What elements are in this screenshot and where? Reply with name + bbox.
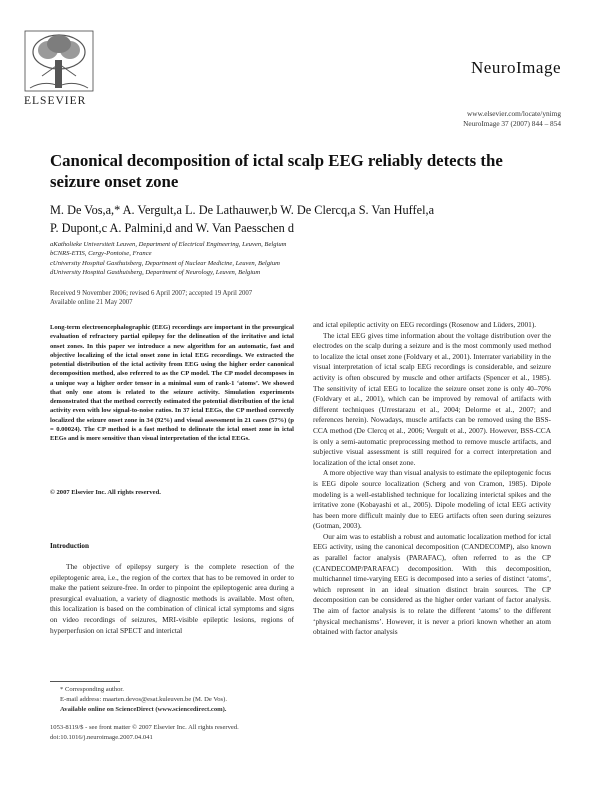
authors-line-2: P. Dupont,c A. Palmini,d and W. Van Paesschen d [50, 220, 294, 235]
sciencedirect-note[interactable]: Available online on ScienceDirect (www.sciencedirect.com). [60, 705, 227, 713]
publisher-name: ELSEVIER [24, 95, 87, 107]
doi-link[interactable]: doi:10.1016/j.neuroimage.2007.04.041 [50, 734, 153, 742]
body-paragraph: The ictal EEG gives time information about the voltage distribution over the electrodes on the scalp during a seizure and is the most commonly used method to localize the ictal onset zone (Foldvary et al., 2001). Interrater variability in the visual interpretation of ictal scalp EEG recordings is considerable, and seizure activity is often obscured by muscle and other artifacts (Spencer et al., 1985). The sensitivity of ictal EEG to localize the seizure onset zone is only 40–70% (Foldvary et al., 2001), which can be improved by removal of artifacts with different techniques (Urrestarazu et al., 2004; Delorme et al., 2007; and references herein). Nowadays, muscle artifacts can be removed using the BSS-CCA method (De Clercq et al., 2006; Vergult et al., 2007). However, BSS-CCA is only a semi-automatic preprocessing method to remove muscle artifacts, and subjective visual assessment is still required for a correct interpretation and localization of the ictal onset zone. [313, 330, 551, 467]
affiliation: bCNRS-ETIS, Cergy-Pontoise, France [50, 250, 152, 258]
section-heading: Introduction [50, 542, 90, 550]
corresponding-author: * Corresponding author. [60, 686, 124, 693]
journal-url[interactable]: www.elsevier.com/locate/ynimg [467, 109, 561, 118]
affiliation: aKatholieke Universiteit Leuven, Department of Electrical Engineering, Leuven, Belgium [50, 241, 287, 248]
body-paragraph: A more objective way than visual analysis to estimate the epileptogenic focus is EEG dipole source localization (Scherg and von Cramon, 1985). Dipole modeling is a well-established technique for localizing interictal spikes and the irritative zone (Kobayashi et al., 2005). Dipole modeling of ictal EEG activity has been more difficult mainly due to EEG artifacts often seen during seizures (Gotman, 2003). [313, 468, 551, 531]
body-paragraph: and ictal epileptic activity on EEG recordings (Rosenow and Lüders, 2001). [313, 320, 537, 329]
history-dates: Received 9 November 2006; revised 6 April 2007; accepted 19 April 2007 [50, 290, 253, 297]
article-history [50, 289, 550, 307]
journal-reference [463, 109, 561, 129]
authors-line-1: M. De Vos,a,* A. Vergult,a L. De Lathauwer,b W. De Clercq,a S. Van Huffel,a [50, 203, 435, 217]
issn-block [50, 723, 294, 743]
body-paragraph: Our aim was to establish a robust and automatic localization method for ictal EEG activity, using the canonical decomposition (CANDECOMP), also known as parallel factor analysis (PARAFAC), often referred to as the CP (CANDECOMP/PARAFAC) decomposition. With this decomposition, multichannel time-varying EEG is decomposed into a series of distinct ‘atoms’, which represent in an ideal situation distinct brain sources. The CP decomposition can be considered as the higher order variant of factor analysis. The aim of factor analysis is to relate the different ‘atoms’ to the different ‘physical mechanisms’. However, it is never a priori known whether an atom obtained with factor analysis [313, 531, 551, 637]
issn-line: 1053-8119/$ - see front matter © 2007 Elsevier Inc. All rights reserved. [50, 724, 239, 731]
article-title: Canonical decomposition of ictal scalp EEG reliably detects the seizure onset zone [50, 151, 503, 191]
footnote [50, 685, 294, 714]
affiliations [50, 240, 550, 277]
copyright-notice: © 2007 Elsevier Inc. All rights reserved. [50, 489, 161, 496]
affiliation: cUniversity Hospital Gasthuisberg, Department of Nuclear Medicine, Leuven, Belgium [50, 259, 280, 267]
abstract: Long-term electroencephalographic (EEG) recordings are important in the presurgical evaluation of refractory partial epilepsy for the delineation of the irritative and ictal onset zones. In this paper we introduce a new algorithm for an automatic, fast and objective localizing of the ictal onset zone in ictal EEG recordings. We extracted the potential distribution of the ictal activity from EEG using the higher order canonical decomposition method, also referred to as the CP model. The CP model decomposes in a unique way a higher order tensor in a minimal sum of rank-1 ‘atoms’. We showed that only one atom is related to the seizure activity. Simulation experiments demonstrated that the method correctly estimated the potential distribution of the ictal activity even with low signal-to-noise ratios. In 37 ictal EEGs, the CP method correctly localized the seizure onset zone in 34 (92%) and visual assessment in 21 cases (57%) (p = 0.00024). The CP method is a fast method to delineate the ictal onset zone in ictal EEGs and is more sensitive than visual interpretation of the ictal EEGs. [50, 324, 294, 442]
email-address[interactable]: E-mail address: maarten.devos@esat.kuleuven.be (M. De Vos). [60, 695, 227, 703]
affiliation: dUniversity Hospital Gasthuisberg, Department of Neurology, Leuven, Belgium [50, 268, 261, 276]
right-column [313, 320, 551, 638]
citation: NeuroImage 37 (2007) 844 – 854 [463, 119, 561, 128]
available-online: Available online 21 May 2007 [50, 299, 133, 307]
footnote-divider [50, 681, 120, 682]
journal-name: NeuroImage [471, 58, 561, 77]
author-list [50, 202, 550, 237]
intro-paragraph: The objective of epilepsy surgery is the complete resection of the epileptogenic area, i.e., the region of the cortex that has to be removed in order to make the patient seizure-free. In order to pinpoint the epileptogenic area during a presurgical evaluation, a variety of diagnostic methods is available. Most often, this localization is based on the combination of clinical ictal symptoms and signs on video recordings of seizures, MRI-visible epileptic lesions, regions of hyperperfusion on ictal SPECT and interictal [50, 562, 294, 635]
